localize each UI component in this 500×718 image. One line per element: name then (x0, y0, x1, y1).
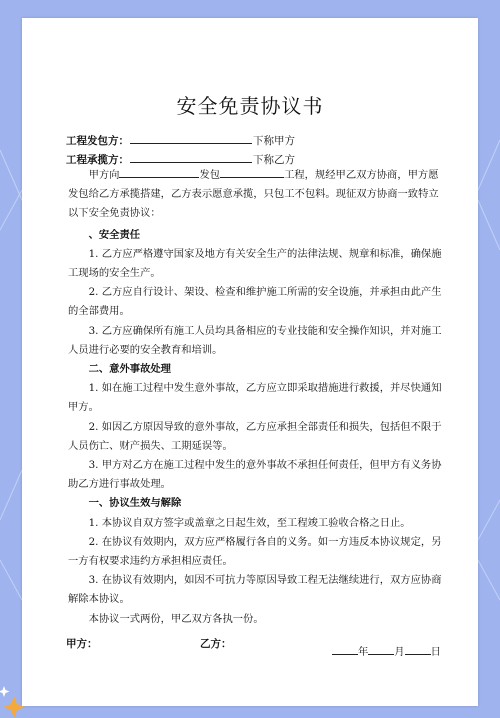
section-1-item-1: 1. 乙方应严格遵守国家及地方有关安全生产的法律法规、规章和标准，确保施工现场的安全生产。 (68, 247, 442, 280)
party-a-label: 工程发包方： (66, 135, 129, 147)
party-b-blank[interactable] (130, 152, 252, 163)
month-label: 月 (394, 646, 405, 658)
party-b-signature: 乙方： (200, 638, 232, 650)
intro-text-2: 发包 (199, 169, 221, 181)
intro-text-3: 工程，规经甲乙双方协商，甲方愿发包给乙方承揽搭建，乙方表示愿意承揽，只包工不包料。现征双方协商一致特立以下安全免责协议： (68, 169, 439, 220)
party-a-line (66, 133, 295, 148)
section-2-item-2: 2. 如因乙方原因导致的意外事故，乙方应承担全部责任和损失，包括但不限于人员伤亡、财产损失、工期延误等。 (68, 420, 442, 452)
closing-statement: 本协议一式两份，甲乙双方各执一份。 (88, 612, 264, 625)
section-3-heading: 一、协议生效与解除 (88, 497, 182, 510)
section-1-item-3: 3. 乙方应确保所有施工人员均具备相应的专业技能和安全操作知识，并对施工人员进行必要的安全教育和培训。 (68, 324, 442, 356)
section-2-item-1: 1. 如在施工过程中发生意外事故，乙方应立即采取措施进行救援，并尽快通知甲方。 (68, 382, 442, 414)
section-3-item-3: 3. 在协议有效期内，如因不可抗力等原因导致工程无法继续进行，双方应协商解除本协议。 (68, 574, 442, 606)
section-2-heading: 二、意外事故处理 (88, 363, 171, 376)
date-line (332, 643, 441, 658)
page-title: 安全免责协议书 (176, 94, 324, 118)
section-1-heading: 、安全责任 (88, 228, 141, 241)
intro-text-1: 甲方向 (88, 169, 120, 181)
year-label: 年 (358, 646, 369, 658)
sparkle-decoration-icon (0, 678, 40, 718)
party-a-blank[interactable] (130, 133, 252, 144)
intro-blank-1[interactable] (119, 167, 199, 178)
intro-paragraph (68, 166, 442, 224)
document-page (22, 18, 478, 706)
party-a-suffix: 下称甲方 (253, 135, 295, 147)
month-blank[interactable] (368, 644, 394, 655)
party-a-signature: 甲方： (66, 638, 98, 650)
intro-blank-2[interactable] (220, 167, 284, 178)
agreement-body (68, 166, 442, 629)
section-1-item-2: 2. 乙方应自行设计、架设、检查和维护施工所需的安全设施，并承担由此产生的全部费用。 (68, 286, 442, 318)
section-3-item-1: 1. 本协议自双方签字或盖章之日起生效，至工程竣工验收合格之日止。 (88, 516, 411, 529)
party-b-line (66, 152, 295, 167)
day-label: 日 (430, 646, 441, 658)
year-blank[interactable] (332, 644, 358, 655)
day-blank[interactable] (405, 644, 431, 655)
party-b-label: 工程承揽方： (66, 154, 129, 166)
section-2-item-3: 3. 甲方对乙方在施工过程中发生的意外事故不承担任何责任，但甲方有义务协助乙方进行事故处理。 (68, 459, 442, 491)
party-b-suffix: 下称乙方 (253, 154, 295, 166)
section-3-item-2: 2. 在协议有效期内，双方应严格履行各自的义务。如一方违反本协议规定，另一方有权要求违约方承担相应责任。 (68, 535, 442, 568)
